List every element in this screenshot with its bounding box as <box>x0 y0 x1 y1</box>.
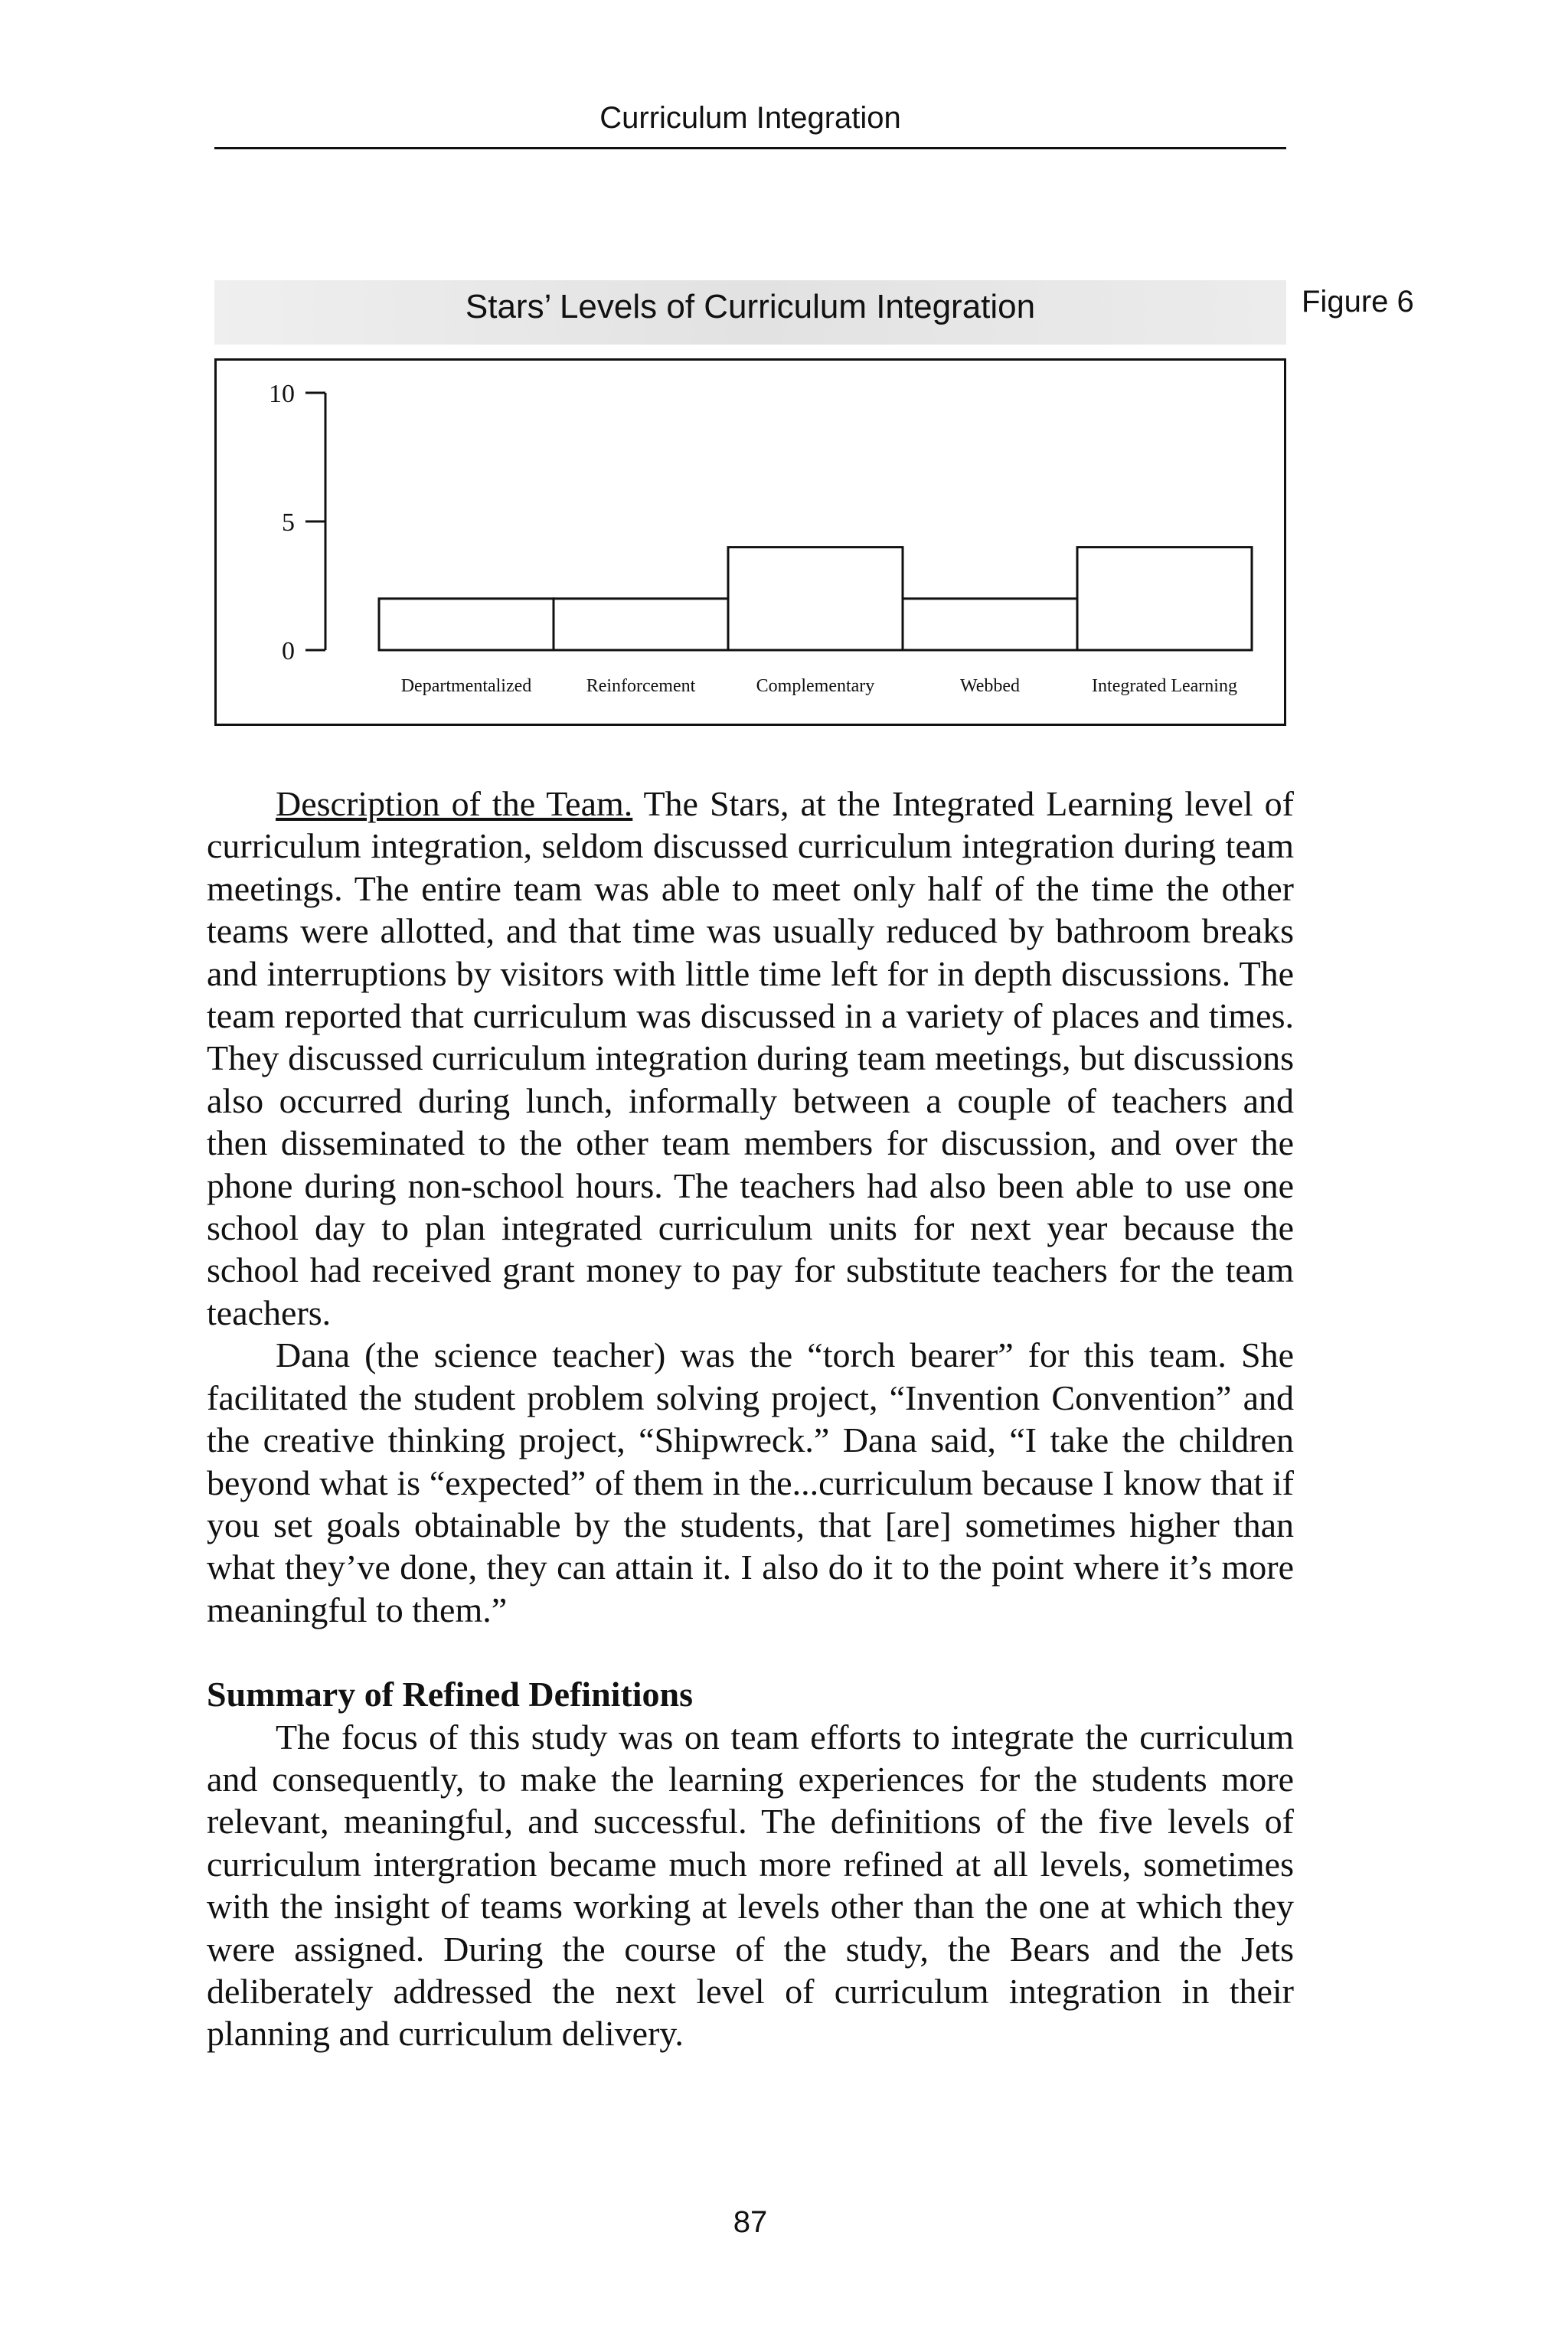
x-tick-label: Complementary <box>756 676 875 696</box>
y-tick-label: 10 <box>269 380 295 408</box>
bar <box>903 599 1077 650</box>
bar <box>728 547 903 650</box>
paragraph-text: The Stars, at the Integrated Learning level of curriculum integration, seldom discussed curriculum integration during team meetings. The entire team was able to meet only half of the time the other teams were allotted, and that time was usually reduced by bathroom breaks and interruptions by visitors with little time left for in depth discussions. The team reported that curriculum was discussed in a variety of places and times. They discussed curriculum integration during team meetings, but discussions also occurred during lunch, informally between a couple of teachers and then disseminated to the other team members for discussion, and over the phone during non-school hours. The teachers had also been able to use one school day to plan integrated curriculum units for next year because the school had received grant money to pay for substitute teachers for the team teachers. <box>207 784 1294 1332</box>
y-tick-label: 5 <box>282 508 295 537</box>
x-tick-label: Webbed <box>959 676 1021 696</box>
x-tick-label: Integrated Learning <box>1092 676 1237 696</box>
bars <box>379 547 1252 650</box>
x-tick-label: Departmentalized <box>400 676 532 696</box>
bar <box>1077 547 1252 650</box>
figure-title: Stars’ Levels of Curriculum Integration <box>465 288 1036 325</box>
bar-chart <box>217 361 1284 724</box>
x-tick-label: Reinforcement <box>586 676 696 696</box>
x-axis-labels <box>401 676 1237 696</box>
bar <box>554 599 728 650</box>
paragraph-dana: Dana (the science teacher) was the “torch bearer” for this team. She facilitated the student problem solving project, “Invention Convention” and the creative thinking project, “Shipwreck.” Dana said, “I take the children beyond what is “expected” of them in the...curriculum because I know that if you set goals obtainable by the students, that [are] sometimes higher than what they’ve done, they can attain it. I also do it to the point where it’s more meaningful to them.” <box>207 1335 1294 1629</box>
paragraph-team-description <box>207 783 1294 1334</box>
figure-label: Figure 6 <box>1302 285 1414 319</box>
chart-frame <box>214 358 1286 726</box>
y-tick-label: 0 <box>282 637 295 665</box>
run-in-heading: Description of the Team. <box>276 784 633 823</box>
header-rule <box>214 147 1286 149</box>
y-axis <box>269 380 325 665</box>
section-heading: Summary of Refined Definitions <box>207 1675 694 1714</box>
paragraph-summary: The focus of this study was on team efforts to integrate the curriculum and consequently, to make the learning experiences for the students more relevant, meaningful, and successful. The definitions of the five levels of curriculum intergration became much more refined at all levels, sometimes with the insight of teams working at levels other than the one at which they were assigned. During the course of the study, the Bears and the Jets deliberately addressed the next level of curriculum integration in their planning and curriculum delivery. <box>207 1717 1294 2054</box>
running-head: Curriculum Integration <box>599 101 901 135</box>
page-number: 87 <box>733 2205 768 2239</box>
bar <box>379 599 554 650</box>
body-text <box>207 783 1294 2055</box>
